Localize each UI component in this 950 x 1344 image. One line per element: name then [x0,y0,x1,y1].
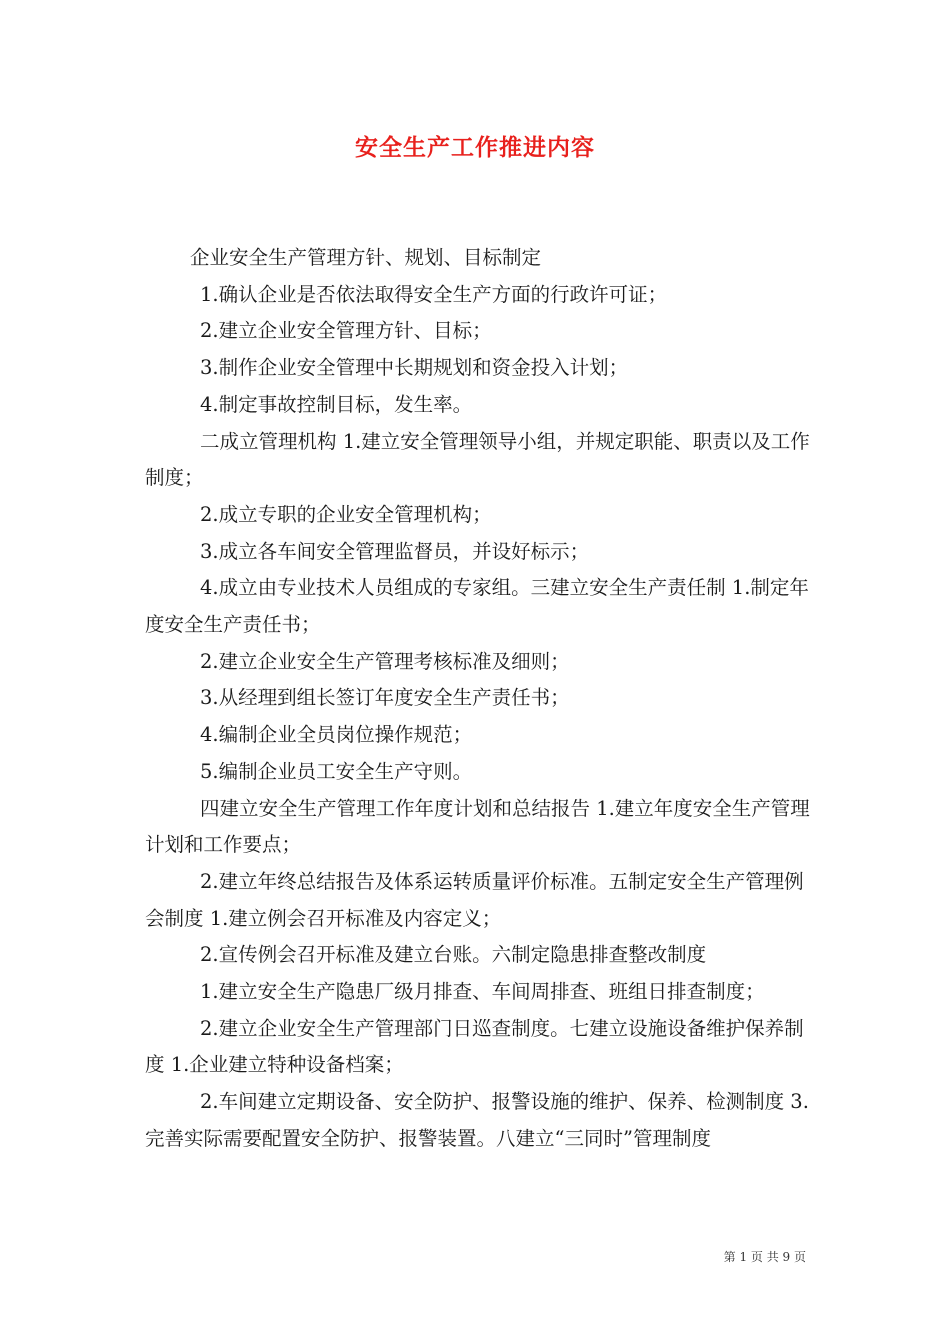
paragraph: 2.成立专职的企业安全管理机构； [200,502,492,526]
paragraph: 4.制定事故控制目标，发生率。 [200,392,473,416]
paragraph: 2.建立企业安全生产管理部门日巡查制度。七建立设施设备维护保养制度 1.企业建立特种设备档案； [145,1016,804,1077]
paragraph-heading-1: 企业安全生产管理方针、规划、目标制定 [190,246,542,269]
paragraph: 2.车间建立定期设备、安全防护、报警设施的维护、保养、检测制度 3.完善实际需要配置安全防护、报警装置。八建立“三同时”管理制度 [145,1090,809,1150]
paragraph: 1.建立安全生产隐患厂级月排查、车间周排查、班组日排查制度； [200,980,765,1004]
paragraph: 5.编制企业员工安全生产守则。 [200,759,473,783]
paragraph: 3.从经理到组长签订年度安全生产责任书； [200,686,570,710]
paragraph: 4.编制企业全员岗位操作规范； [200,723,473,747]
paragraph-heading-2: 二成立管理机构 1.建立安全管理领导小组，并规定职能、职责以及工作制度； [145,429,810,490]
paragraph-heading-4: 四建立安全生产管理工作年度计划和总结报告 1.建立年度安全生产管理计划和工作要点； [145,796,810,857]
document-body [145,240,810,1158]
paragraph: 3.制作企业安全管理中长期规划和资金投入计划； [200,356,629,380]
paragraph: 2.建立年终总结报告及体系运转质量评价标准。五制定安全生产管理例会制度 1.建立例会召开标准及内容定义； [145,869,804,930]
page-number-footer: 第 1 页 共 9 页 [723,1250,806,1264]
paragraph: 3.成立各车间安全管理监督员，并设好标示； [200,539,590,563]
paragraph: 2.建立企业安全管理方针、目标； [200,319,492,343]
paragraph: 1.确认企业是否依法取得安全生产方面的行政许可证； [200,282,668,306]
document-title: 安全生产工作推进内容 [355,134,595,161]
paragraph: 2.宣传例会召开标准及建立台账。六制定隐患排查整改制度 [200,943,707,967]
paragraph: 4.成立由专业技术人员组成的专家组。三建立安全生产责任制 1.制定年度安全生产责任书； [145,576,809,637]
paragraph: 2.建立企业安全生产管理考核标准及细则； [200,649,570,673]
